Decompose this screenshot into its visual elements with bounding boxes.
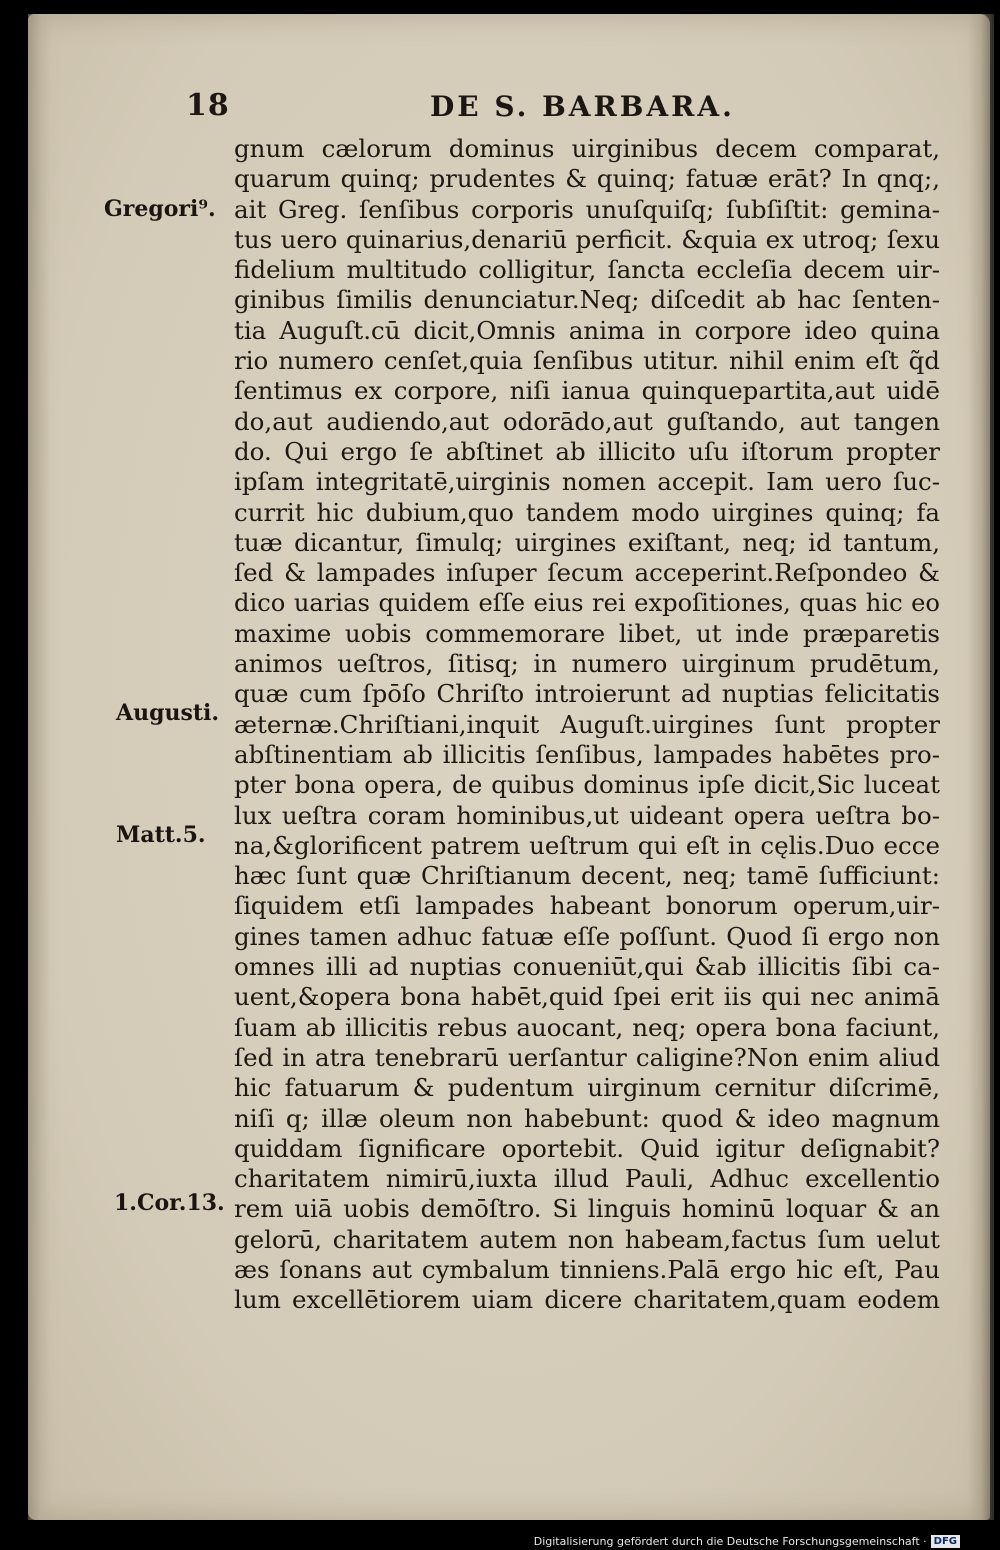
text-line: hic fatuarum & pudentum uirginum cernitur diſcrimē,: [234, 1073, 940, 1103]
text-line: ſentimus ex corpore, niſi ianua quinquepartita,aut uidē: [234, 376, 940, 406]
text-line: ſed in atra tenebrarū uerſantur caligine?Non enim aliud: [234, 1042, 940, 1072]
text-line: tia Auguſt.cū dicit,Omnis anima in corpore ideo quina: [234, 315, 940, 345]
running-title: DE S. BARBARA.: [430, 90, 735, 123]
text-line: ginibus ſimilis denunciatur.Neq; diſcedit ab hac ſenten-: [234, 285, 940, 315]
text-line: ſed & lampades inſuper ſecum acceperint.Reſpondeo &: [234, 558, 940, 588]
dfg-logo: DFG: [931, 1535, 960, 1548]
margin-note-gregor: Gregori⁹.: [104, 196, 216, 222]
text-line: omnes illi ad nuptias conueniūt,qui &ab illicitis ſibi ca-: [234, 952, 940, 982]
text-line: ſiquidem etſi lampades habeant bonorum operum,uir-: [234, 891, 940, 921]
text-line: tuæ dicantur, ſimulq; uirgines exiſtant, neq; id tantum,: [234, 527, 940, 557]
text-line: currit hic dubium,quo tandem modo uirgines quinq; fa: [234, 497, 940, 527]
credit-text: Digitalisierung gefördert durch die Deutsche Forschungsgemeinschaft ·: [533, 1534, 927, 1548]
text-line: animos ueſtros, ſitisq; in numero uirginum prudētum,: [234, 649, 940, 679]
text-line: hæc ſunt quæ Chriſtianum decent, neq; tamē ſufficiunt:: [234, 861, 940, 891]
text-line: na,&glorificent patrem ueſtrum qui eſt in cęlis.Duo ecce: [234, 830, 940, 860]
text-line: uent,&opera bona habēt,quid ſpei erit iis qui nec animā: [234, 982, 940, 1012]
text-line: quæ cum ſpōſo Chriſto introierunt ad nuptias felicitatis: [234, 679, 940, 709]
text-line: gnum cælorum dominus uirginibus decem comparat,: [234, 134, 940, 163]
text-line: quarum quinq; prudentes & quinq; fatuæ erāt? In qnq;,: [234, 164, 940, 194]
page-number: 18: [186, 88, 230, 123]
digitization-credit: [534, 1532, 960, 1550]
running-head: [0, 88, 1000, 132]
text-line: abſtinentiam ab illicitis ſenſibus, lampades habētes pro-: [234, 739, 940, 769]
text-line: ipſam integritatē,uirginis nomen accepit. Iam uero ſuc-: [234, 467, 940, 497]
body-text: [234, 134, 940, 1316]
margin-note-matt: Matt.5.: [116, 822, 206, 848]
text-line: quiddam ſignificare oportebit. Quid igitur deſignabit?: [234, 1133, 940, 1163]
margin-note-august: Augusti.: [116, 700, 220, 726]
text-line: do. Qui ergo ſe abſtinet ab illicito uſu iſtorum propter: [234, 436, 940, 466]
text-line: rem uiā uobis demōſtro. Si linguis hominū loquar & an: [234, 1194, 940, 1224]
text-line: æs ſonans aut cymbalum tinniens.Palā ergo hic eſt, Pau: [234, 1254, 940, 1284]
page-gutter-shadow: [28, 14, 50, 1520]
text-line: rio numero cenſet,quia ſenſibus utitur. nihil enim eſt q̃d: [234, 346, 940, 376]
text-line: do,aut audiendo,aut odorādo,aut guſtando, aut tangen: [234, 406, 940, 436]
text-line: pter bona opera, de quibus dominus ipſe dicit,Sic luceat: [234, 770, 940, 800]
text-line: fidelium multitudo colligitur, ſancta eccleſia decem uir-: [234, 255, 940, 285]
text-line: dico uarias quidem eſſe eius rei expoſitiones, quas hic eo: [234, 589, 940, 618]
text-line: tus uero quinarius,denariū perficit. &quia ex utroq; ſexu: [234, 224, 940, 254]
text-line: gelorū, charitatem autem non habeam,factus ſum uelut: [234, 1224, 940, 1254]
text-line: ſuam ab illicitis rebus auocant, neq; opera bona faciunt,: [234, 1012, 940, 1042]
page-edge: [968, 14, 994, 1520]
margin-note-cor: 1.Cor.13.: [114, 1190, 225, 1216]
text-line: æternæ.Chriſtiani,inquit Auguſt.uirgines ſunt propter: [234, 709, 940, 739]
text-line: niſi q; illæ oleum non habebunt: quod & ideo magnum: [234, 1103, 940, 1133]
text-line: ait Greg. ſenſibus corporis unuſquiſq; ſubſiſtit: gemina-: [234, 194, 940, 224]
text-line: maxime uobis commemorare libet, ut inde præparetis: [234, 618, 940, 648]
text-line: lux ueſtra coram hominibus,ut uideant opera ueſtra bo-: [234, 800, 940, 830]
text-line: gines tamen adhuc fatuæ eſſe poſſunt. Quod ſi ergo non: [234, 921, 940, 951]
text-line: lum excellētiorem uiam dicere charitatem,quam eodem: [234, 1285, 940, 1315]
text-line: charitatem nimirū,iuxta illud Pauli, Adhuc excellentio: [234, 1164, 940, 1194]
